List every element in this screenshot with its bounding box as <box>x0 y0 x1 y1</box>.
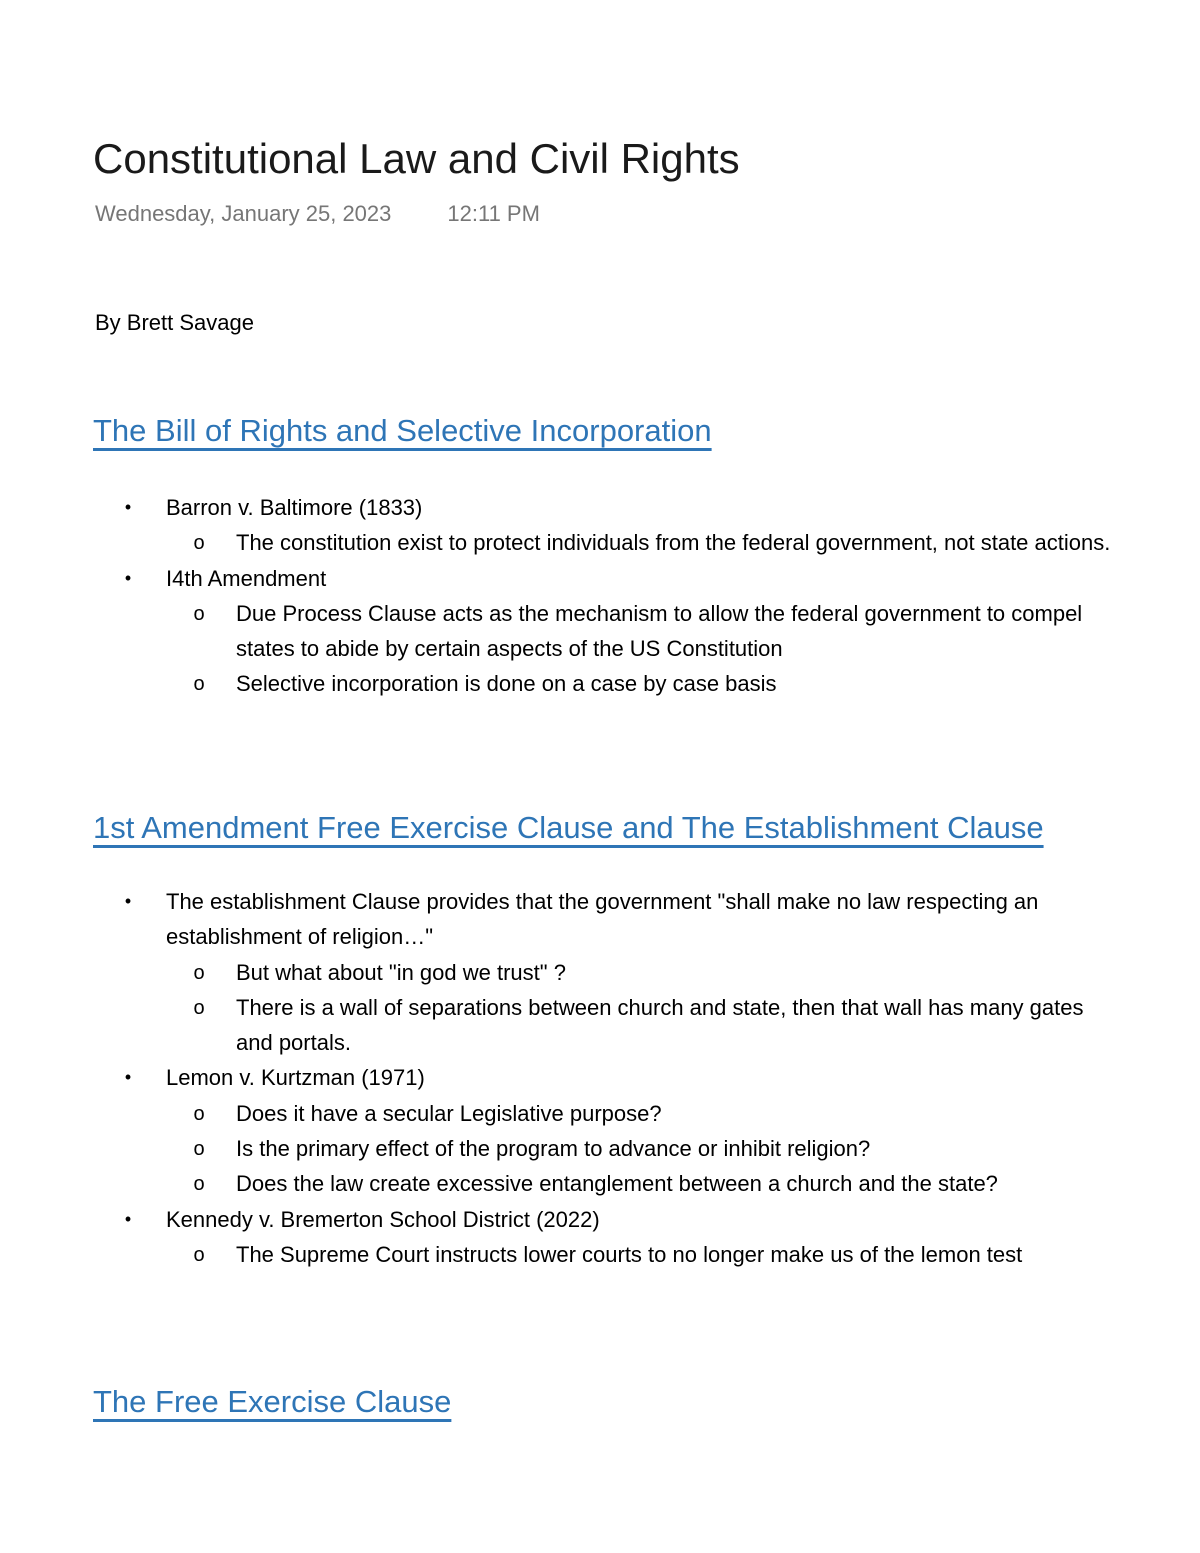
sub-list-item <box>0 1096 1116 1131</box>
bullet-icon: • <box>124 497 132 517</box>
sub-list-item <box>0 990 1116 1061</box>
list-item <box>0 1060 1106 1095</box>
list-item-text: I4th Amendment <box>166 565 327 591</box>
section-heading-bill-of-rights: The Bill of Rights and Selective Incorporation <box>93 413 712 448</box>
sub-item-text: Selective incorporation is done on a case by case basis <box>236 671 777 697</box>
note-date: Wednesday, January 25, 2023 <box>95 201 392 226</box>
note-time: 12:11 PM <box>447 201 540 226</box>
author-line: By Brett Savage <box>95 310 254 335</box>
bullet-icon: • <box>124 1067 132 1088</box>
sub-list-item <box>0 1131 1116 1166</box>
list-item <box>0 561 1106 596</box>
bullet-icon: • <box>124 1208 132 1229</box>
sub-list-item <box>0 955 1116 990</box>
circle-bullet-icon: o <box>193 1243 205 1266</box>
sub-item-text: The constitution exist to protect individuals from the federal government, not state actions. <box>236 530 1111 556</box>
section-heading-first-amendment: 1st Amendment Free Exercise Clause and The Establishment Clause <box>93 810 1044 845</box>
sub-list-item <box>0 1237 1116 1272</box>
list-item-text: Lemon v. Kurtzman (1971) <box>166 1065 425 1091</box>
sub-list-item <box>0 596 1116 667</box>
list-item-text: Kennedy v. Bremerton School District (2022) <box>166 1206 600 1232</box>
section-heading-free-exercise: The Free Exercise Clause <box>93 1384 452 1419</box>
circle-bullet-icon: o <box>193 1138 205 1161</box>
circle-bullet-icon: o <box>193 532 205 555</box>
sub-item-text: Is the primary effect of the program to advance or inhibit religion? <box>236 1136 871 1162</box>
circle-bullet-icon: o <box>193 602 205 625</box>
bullet-icon: • <box>124 567 132 588</box>
list-item <box>0 1202 1106 1237</box>
circle-bullet-icon: o <box>193 1173 205 1196</box>
bill-of-rights-list <box>0 490 1200 702</box>
circle-bullet-icon: o <box>193 1102 205 1125</box>
sub-item-text: There is a wall of separations between church and state, then that wall has many gates and portals. <box>236 994 1084 1056</box>
circle-bullet-icon: o <box>193 673 205 696</box>
sub-item-text: Due Process Clause acts as the mechanism to allow the federal government to compel states to abide by certain aspects of the US Constitution <box>236 600 1083 662</box>
list-item <box>0 884 1106 955</box>
page-title: Constitutional Law and Civil Rights <box>93 135 740 182</box>
list-item <box>0 490 1106 525</box>
sub-list-item <box>0 666 1116 701</box>
sub-list-item <box>0 525 1116 560</box>
sub-item-text: The Supreme Court instructs lower courts to no longer make us of the lemon test <box>236 1241 1023 1267</box>
meta-line <box>95 200 540 228</box>
list-item-text: The establishment Clause provides that the government "shall make no law respecting an establishment of religion…" <box>166 889 1039 950</box>
sub-item-text: Does the law create excessive entanglement between a church and the state? <box>236 1171 998 1197</box>
circle-bullet-icon: o <box>193 996 205 1019</box>
first-amendment-list <box>0 884 1200 1272</box>
sub-item-text: Does it have a secular Legislative purpose? <box>236 1100 662 1126</box>
sub-item-text: But what about "in god we trust" ? <box>236 959 566 985</box>
list-item-text: Barron v. Baltimore (1833) <box>166 495 423 520</box>
circle-bullet-icon: o <box>193 961 205 984</box>
bullet-icon: • <box>124 891 132 911</box>
sub-list-item <box>0 1166 1116 1201</box>
